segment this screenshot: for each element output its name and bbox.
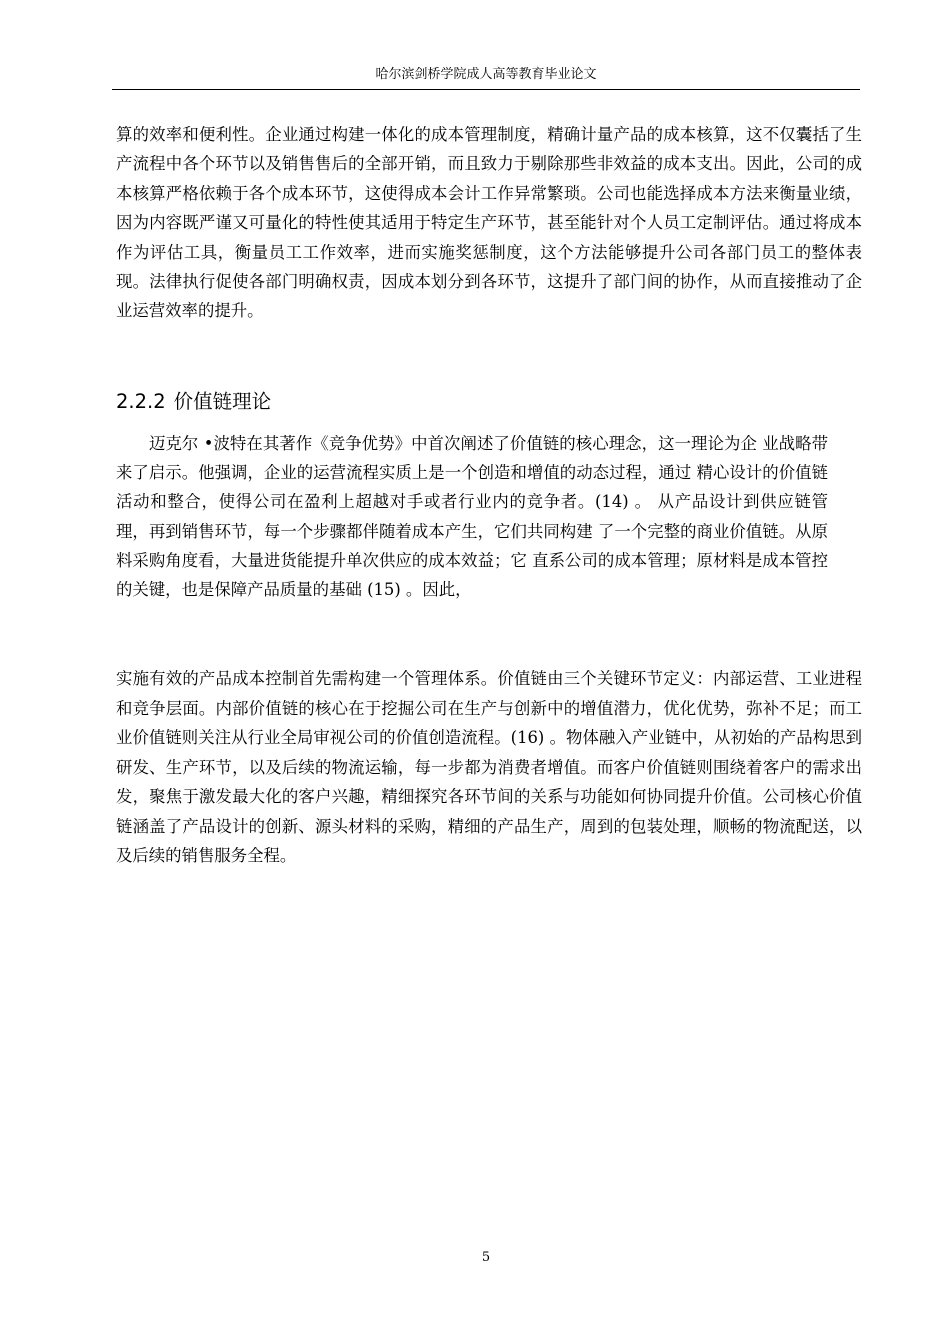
page-number: 5	[481, 1250, 491, 1265]
section-number: 2.2.2	[116, 390, 166, 413]
body-paragraph-3: 实施有效的产品成本控制首先需构建一个管理体系。价值链由三个关键环节定义：内部运营、工业进程和竞争层面。内部价值链的核心在于挖掘公司在生产与创新中的增值潜力，优化优势，弥补不足；而工业价值链则关注从行业全局审视公司的价值创造流程。(16) 。物体融入产业链中，从初始的产品构思到研发、生产环节，以及后续的物流运输，每一步都为消费者增值。而客户价值链则围绕着客户的需求出发，聚焦于激发最大化的客户兴趣，精细探究各环节间的关系与功能如何协同提升价值。公司核心价值链涵盖了产品设计的创新、源头材料的采购，精细的产品生产，周到的包装处理，顺畅的物流配送，以及后续的销售服务全程。	[116, 669, 862, 865]
header-divider	[112, 89, 860, 90]
body-paragraph-2: 迈克尔 •波特在其著作《竞争优势》中首次阐述了价值链的核心理念，这一理论为企 业战略带来了启示。他强调，企业的运营流程实质上是一个创造和增值的动态过程，通过 精心设计的价值链活动和整合，使得公司在盈利上超越对手或者行业内的竞争者。(14) 。 从产品设计到供应链管理，再到销售环节，每一个步骤都伴随着成本产生，它们共同构建 了一个完整的商业价值链。从原料采购角度看，大量进货能提升单次供应的成本效益；它 直系公司的成本管理；原材料是成本管控的关键，也是保障产品质量的基础 (15) 。因此，	[116, 434, 828, 600]
body-paragraph-1: 算的效率和便利性。企业通过构建一体化的成本管理制度，精确计量产品的成本核算，这不仅囊括了生产流程中各个环节以及销售售后的全部开销，而且致力于剔除那些非效益的成本支出。因此，公司的成本核算严格依赖于各个成本环节，这使得成本会计工作异常繁琐。公司也能选择成本方法来衡量业绩，因为内容既严谨又可量化的特性使其适用于特定生产环节，甚至能针对个人员工定制评估。通过将成本作为评估工具，衡量员工工作效率，进而实施奖惩制度，这个方法能够提升公司各部门员工的整体表现。法律执行促使各部门明确权责，因成本划分到各环节，这提升了部门间的协作，从而直接推动了企业运营效率的提升。	[116, 125, 862, 321]
page-header: 哈尔滨剑桥学院成人高等教育毕业论文	[375, 67, 597, 82]
section-title: 价值链理论	[173, 390, 272, 413]
section-heading	[116, 388, 271, 416]
